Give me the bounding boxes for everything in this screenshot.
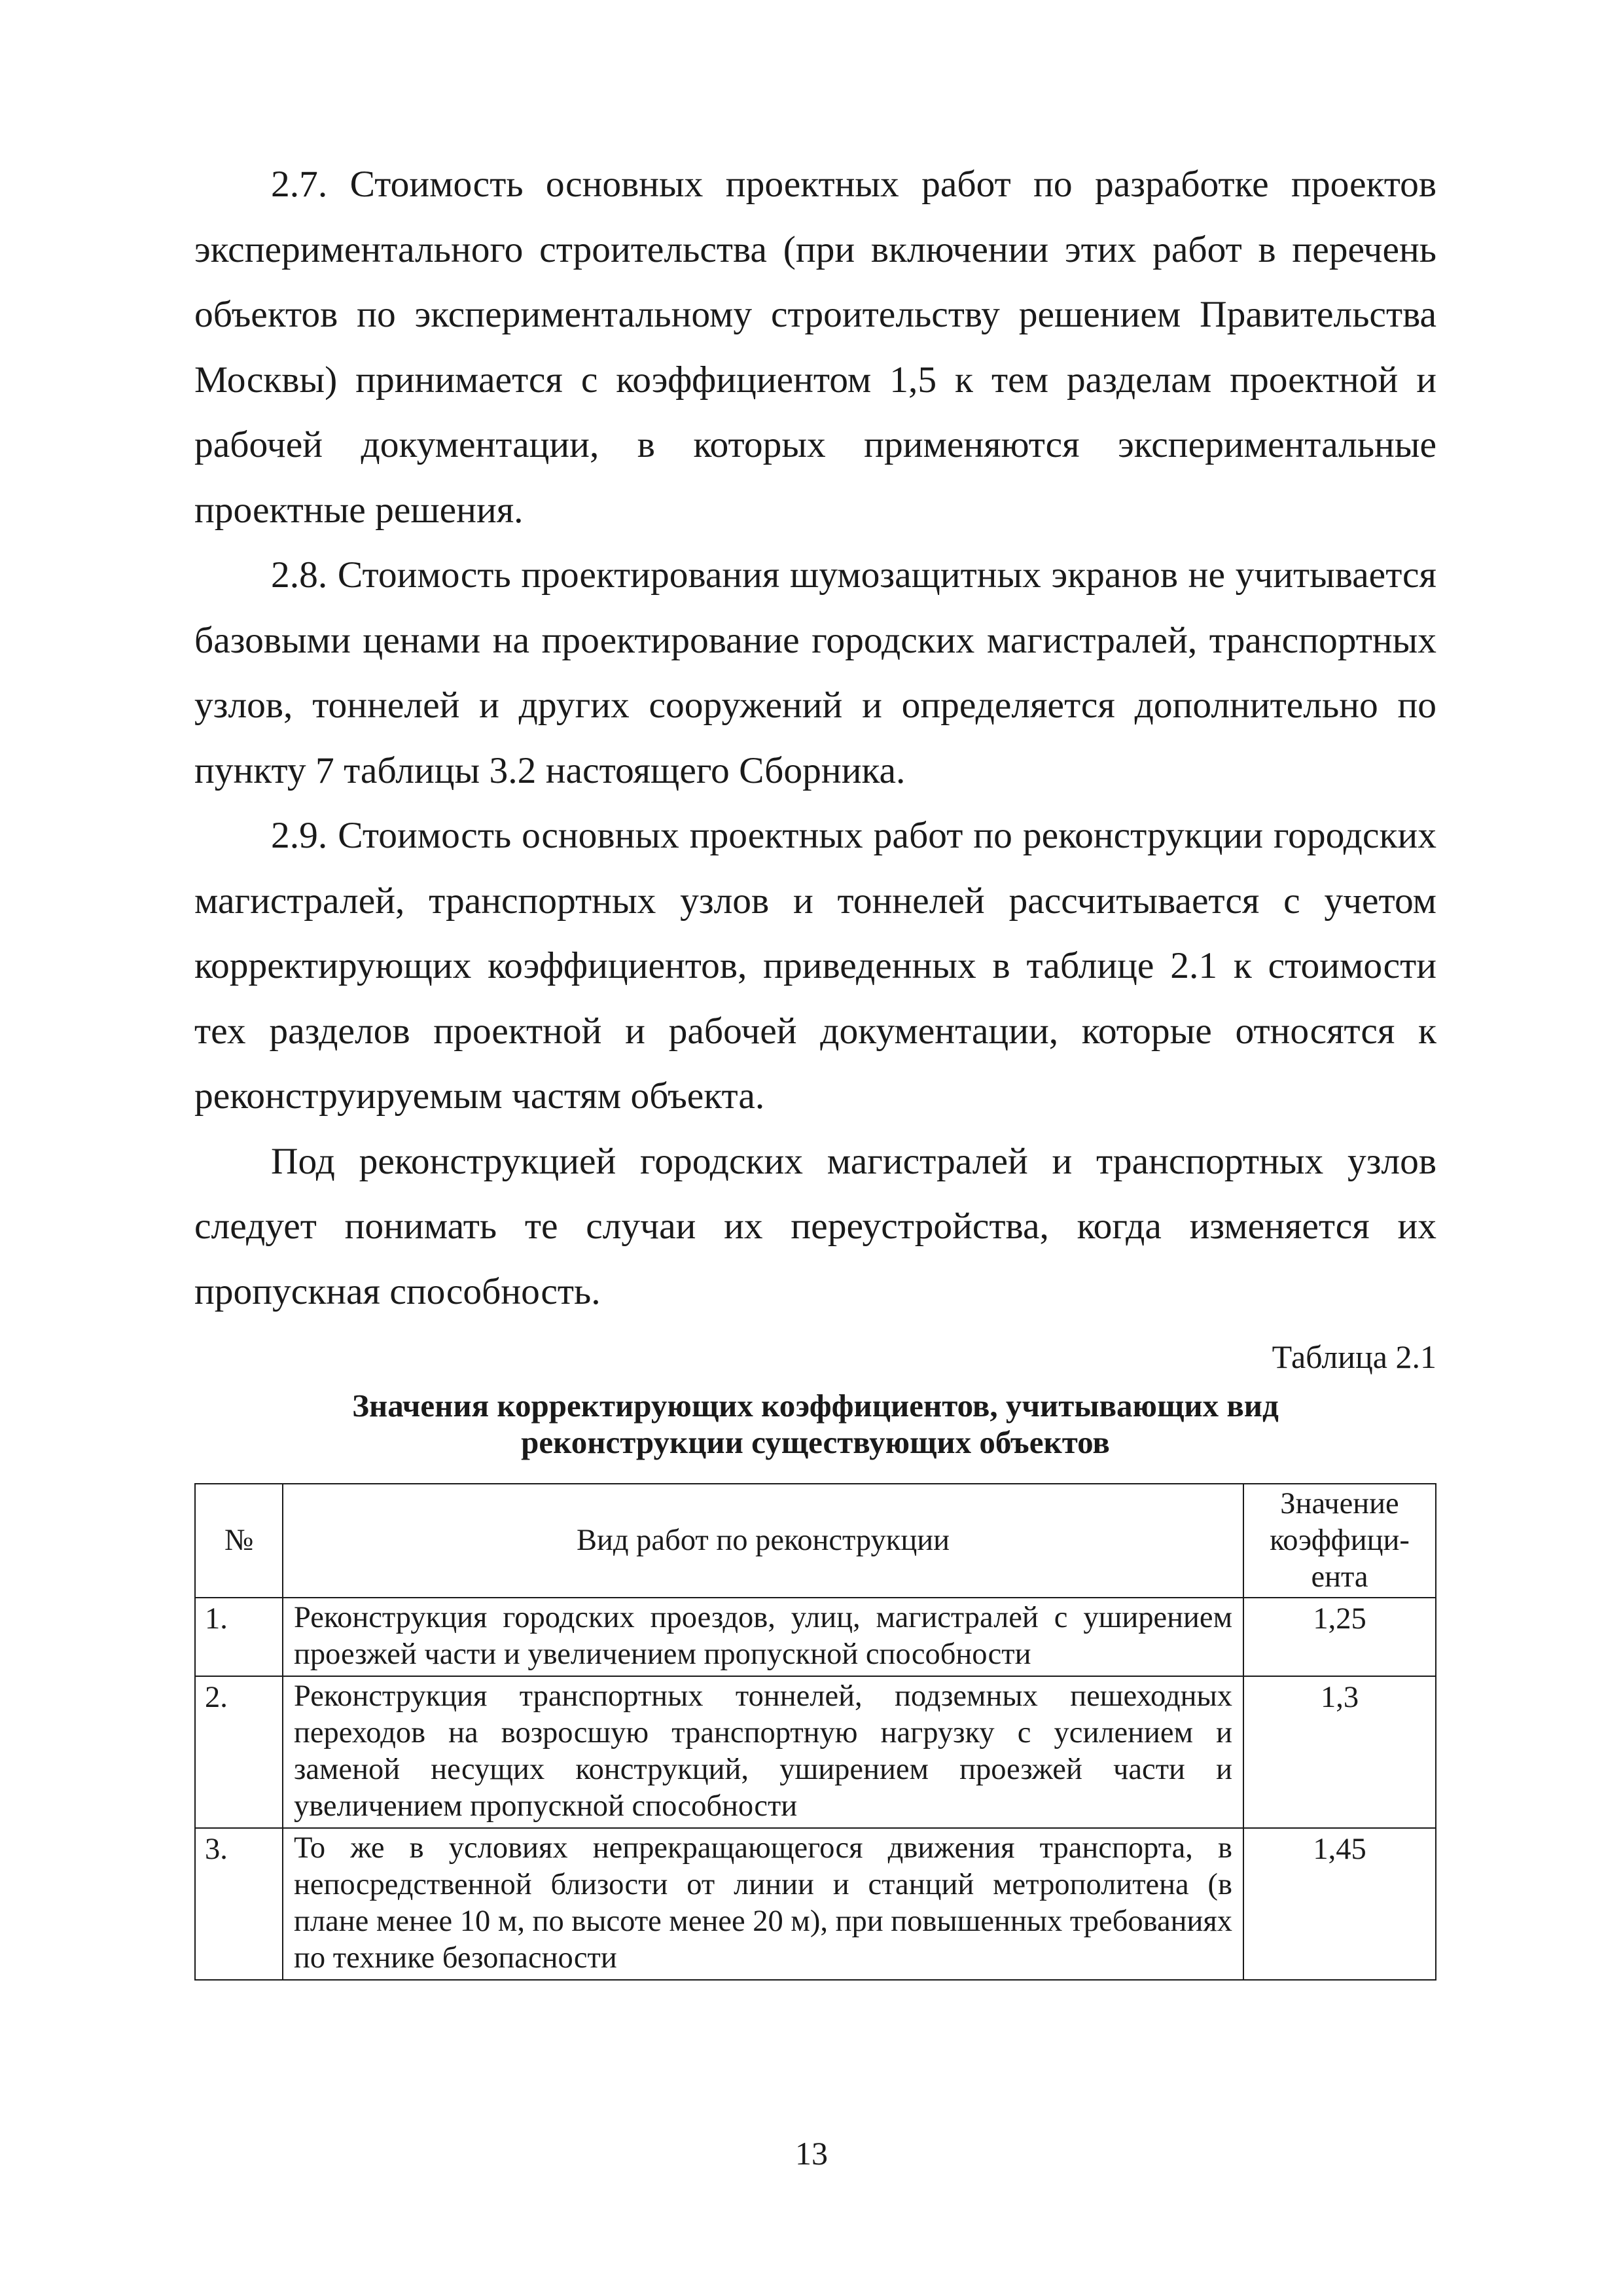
table-header bbox=[195, 1484, 1436, 1598]
table-caption: Таблица 2.1 bbox=[1272, 1338, 1436, 1375]
table-title-line-1: Значения корректирующих коэффициентов, учитывающих вид bbox=[352, 1388, 1279, 1424]
paragraph-reconstruction-definition: Под реконструкцией городских магистралей и транспортных узлов следует понимать те случаи их переустройства, когда изменяется их пропускная способность. bbox=[194, 1140, 1436, 1312]
table-row bbox=[195, 1598, 1436, 1676]
row-number: 2. bbox=[195, 1676, 283, 1828]
paragraph-2-7: 2.7. Стоимость основных проектных работ по разработке проектов экспериментального строительства (при включении этих работ в перечень объектов по экспериментальному строительству решением Правительства Москвы) принимается с коэффициентом 1,5 к тем разделам проектной и рабочей документации, в которых применяются экспериментальные проектные решения. bbox=[194, 164, 1436, 531]
row-coefficient-value: 1,25 bbox=[1243, 1598, 1436, 1676]
paragraph-2-8: 2.8. Стоимость проектирования шумозащитных экранов не учитывается базовыми ценами на проектирование городских магистралей, транспортных узлов, тоннелей и других сооружений и определяется дополнительно по пункту 7 таблицы 3.2 настоящего Сборника. bbox=[194, 554, 1436, 791]
coefficients-table bbox=[194, 1483, 1436, 1981]
header-coefficient-line-1: Значение bbox=[1280, 1487, 1399, 1520]
header-coefficient-line-2: коэффици- bbox=[1270, 1524, 1410, 1557]
row-coefficient-value: 1,3 bbox=[1243, 1676, 1436, 1828]
table-body bbox=[195, 1598, 1436, 1980]
row-number: 3. bbox=[195, 1828, 283, 1980]
row-work-description: Реконструкция транспортных тоннелей, подземных пешеходных переходов на возросшую транспортную нагрузку с усилением и заменой несущих конструкций, уширением проезжей части и увеличением пропускной способности bbox=[283, 1676, 1243, 1828]
table-row bbox=[195, 1828, 1436, 1980]
row-coefficient-value: 1,45 bbox=[1243, 1828, 1436, 1980]
row-work-description: То же в условиях непрекращающегося движения транспорта, в непосредственной близости от линии и станций метрополитена (в плане менее 10 м, по высоте менее 20 м), при повышенных требованиях по технике безопасности bbox=[283, 1828, 1243, 1980]
table-title-line-2: реконструкции существующих объектов bbox=[521, 1424, 1110, 1460]
header-coefficient-line-3: ента bbox=[1311, 1560, 1368, 1594]
header-work-type: Вид работ по реконструкции bbox=[283, 1484, 1243, 1598]
row-number: 1. bbox=[195, 1598, 283, 1676]
page-number: 13 bbox=[795, 2135, 828, 2172]
paragraph-2-9: 2.9. Стоимость основных проектных работ по реконструкции городских магистралей, транспортных узлов и тоннелей рассчитывается с учетом корректирующих коэффициентов, приведенных в таблице 2.1 к стоимости тех разделов проектной и рабочей документации, которые относятся к реконструируемым частям объекта. bbox=[194, 815, 1436, 1117]
header-number: № bbox=[195, 1484, 283, 1598]
body-text bbox=[194, 152, 1436, 1324]
table-header-row bbox=[195, 1484, 1436, 1598]
table-title bbox=[194, 1388, 1436, 1461]
row-work-description: Реконструкция городских проездов, улиц, магистралей с уширением проезжей части и увеличением пропускной способности bbox=[283, 1598, 1243, 1676]
table-row bbox=[195, 1676, 1436, 1828]
header-coefficient bbox=[1243, 1484, 1436, 1598]
